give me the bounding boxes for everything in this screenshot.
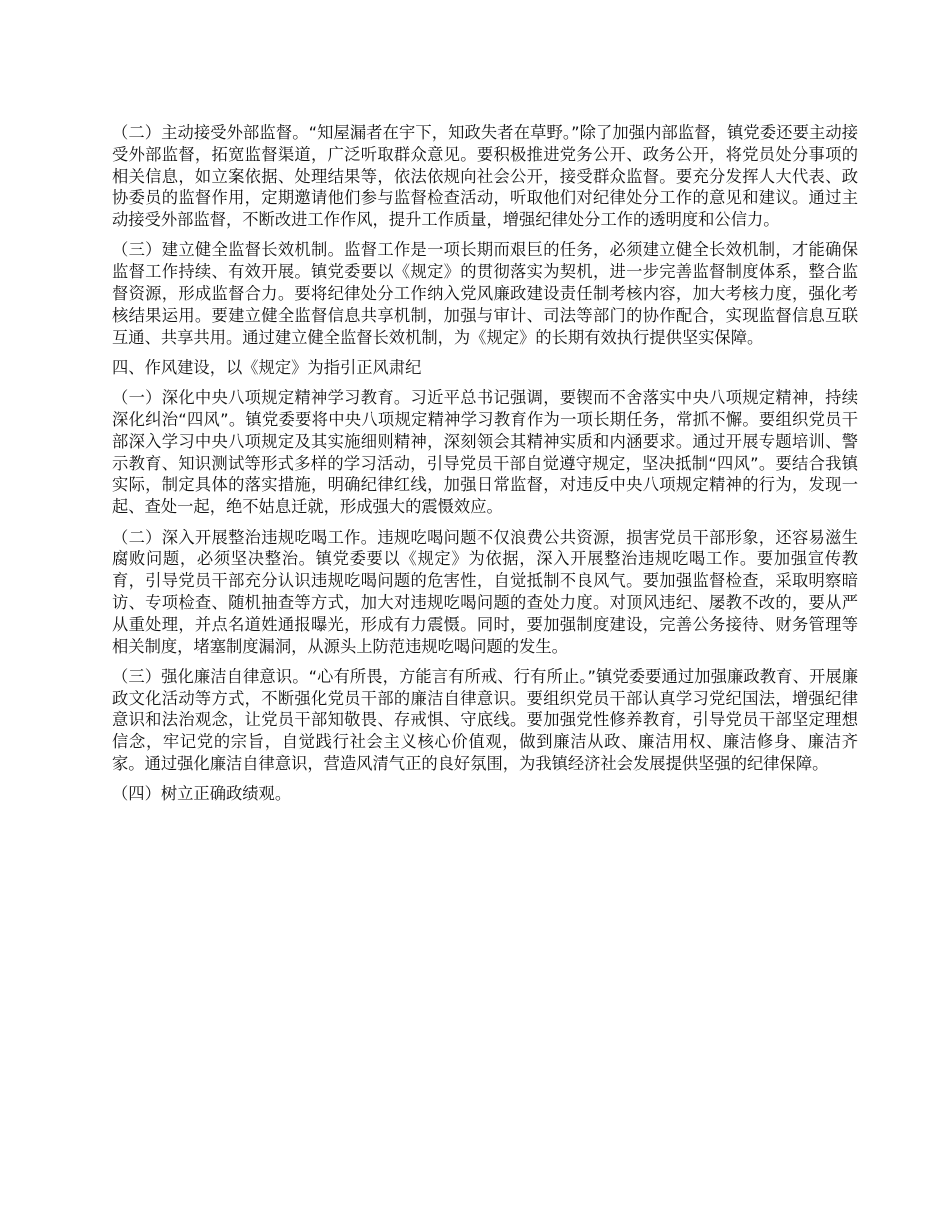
paragraph-integrity-awareness: （三）强化廉洁自律意识。“心有所畏，方能言有所戒、行有所止。”镇党委要通过加强廉政教育、开展廉政文化活动等方式，不断强化党员干部的廉洁自律意识。要组织党员干部认真学习党纪国法，增强纪律意识和法治观念，让党员干部知敬畏、存戒惧、守底线。要加强党性修养教育，引导党员干部坚定理想信念，牢记党的宗旨，自觉践行社会主义核心价值观，做到廉洁从政、廉洁用权、廉洁修身、廉洁齐家。通过强化廉洁自律意识，营造风清气正的良好氛围，为我镇经济社会发展提供坚强的纪律保障。 xyxy=(112,666,858,774)
paragraph-dining-rectification: （二）深入开展整治违规吃喝工作。违规吃喝问题不仅浪费公共资源，损害党员干部形象，还容易滋生腐败问题，必须坚决整治。镇党委要以《规定》为依据，深入开展整治违规吃喝工作。要加强宣传教育，引导党员干部充分认识违规吃喝问题的危害性，自觉抵制不良风气。要加强监督检查，采取明察暗访、专项检查、随机抽查等方式，加大对违规吃喝问题的查处力度。对顶风违纪、屡教不改的，要从严从重处理，并点名道姓通报曝光，形成有力震慑。同时，要加强制度建设，完善公务接待、财务管理等相关制度，堵塞制度漏洞，从源头上防范违规吃喝问题的发生。 xyxy=(112,527,858,656)
document-body xyxy=(112,122,858,814)
paragraph-external-supervision: （二）主动接受外部监督。“知屋漏者在宇下，知政失者在草野。”除了加强内部监督，镇党委还要主动接受外部监督，拓宽监督渠道，广泛听取群众意见。要积极推进党务公开、政务公开，将党员处分事项的相关信息，如立案依据、处理结果等，依法依规向社会公开，接受群众监督。要充分发挥人大代表、政协委员的监督作用，定期邀请他们参与监督检查活动，听取他们对纪律处分工作的意见和建议。通过主动接受外部监督，不断改进工作作风，提升工作质量，增强纪律处分工作的透明度和公信力。 xyxy=(112,123,858,230)
paragraph-eight-point-rules: （一）深化中央八项规定精神学习教育。习近平总书记强调，要锲而不舍落实中央八项规定精神，持续深化纠治“四风”。镇党委要将中央八项规定精神学习教育作为一项长期任务，常抓不懈。要组织党员干部深入学习中央八项规定及其实施细则精神，深刻领会其精神实质和内涵要求。通过开展专题培训、警示教育、知识测试等形式多样的学习活动，引导党员干部自觉遵守规定，坚决抵制“四风”。要结合我镇实际，制定具体的落实措施，明确纪律红线，加强日常监督，对违反中央八项规定精神的行为，发现一起、查处一起，绝不姑息迁就，形成强大的震慑效应。 xyxy=(112,388,858,517)
section-heading-style-building: 四、作风建设，以《规定》为指引正风肃纪 xyxy=(112,357,422,377)
paragraph-long-term-mechanism: （三）建立健全监督长效机制。监督工作是一项长期而艰巨的任务，必须建立健全长效机制，才能确保监督工作持续、有效开展。镇党委要以《规定》的贯彻落实为契机，进一步完善监督制度体系，整合监督资源，形成监督合力。要将纪律处分工作纳入党风廉政建设责任制考核内容，加大考核力度，强化考核结果运用。要建立健全监督信息共享机制，加强与审计、司法等部门的协作配合，实现监督信息互联互通、共享共用。通过建立健全监督长效机制，为《规定》的长期有效执行提供坚实保障。 xyxy=(112,240,858,347)
paragraph-performance-view: （四）树立正确政绩观。 xyxy=(112,784,292,804)
